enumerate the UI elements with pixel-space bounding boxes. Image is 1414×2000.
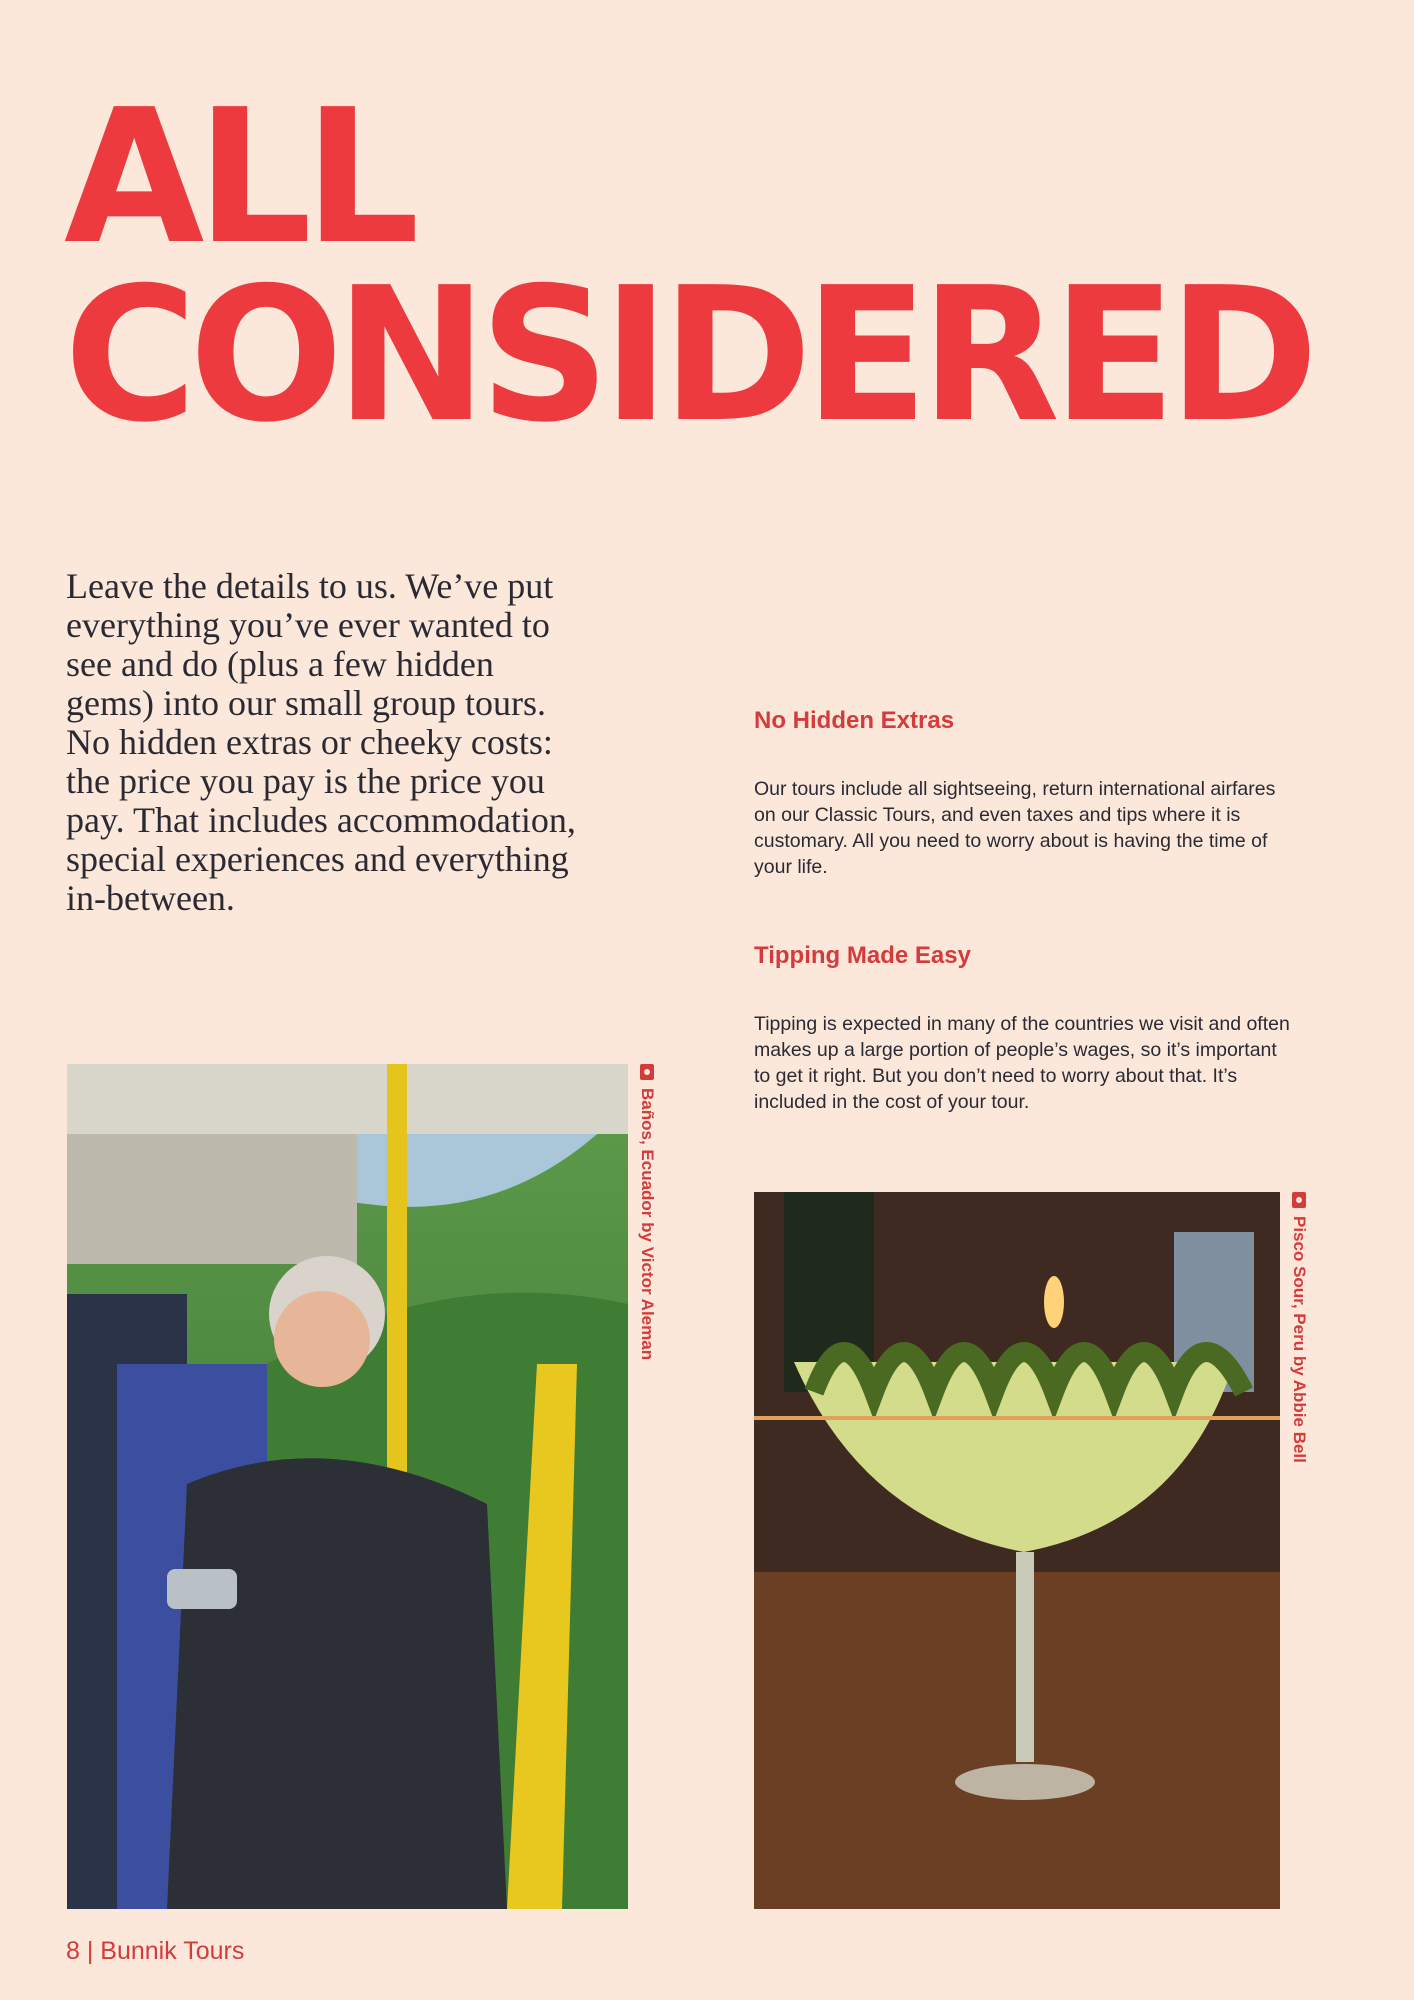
photo-banos-ecuador xyxy=(67,1064,628,1909)
section-heading-tipping-made-easy: Tipping Made Easy xyxy=(754,942,971,969)
title-line-1: ALL xyxy=(64,69,412,285)
title-line-2: CONSIDERED xyxy=(64,247,1311,463)
section-body-tipping-made-easy: Tipping is expected in many of the countries we visit and often makes up a large portion of people’s wages, so it’s important to get it right. But you don’t need to worry about that. It’s included in the cost of your tour. xyxy=(754,1013,1290,1113)
page-footer: 8 | Bunnik Tours xyxy=(66,1937,245,1965)
photo-pisco-sour-peru xyxy=(754,1192,1280,1909)
photo-caption-banos: Baños, Ecuador by Victor Aleman xyxy=(637,1064,657,1360)
photo-caption-pisco-sour: Pisco Sour, Peru by Abbie Bell xyxy=(1289,1192,1309,1463)
intro-paragraph: Leave the details to us. We’ve put everything you’ve ever wanted to see and do (plus a few hidden gems) into our small group tours. No hidden extras or cheeky costs: the price you pay is the price you pay. That includes accommodation, special experiences and everything in-between. xyxy=(66,566,576,918)
page-title xyxy=(64,69,1311,463)
section-heading-no-hidden-extras: No Hidden Extras xyxy=(754,707,955,734)
camera-icon xyxy=(640,1064,654,1080)
camera-icon xyxy=(1292,1192,1306,1208)
section-body-no-hidden-extras: Our tours include all sightseeing, return international airfares on our Classic Tours, and even taxes and tips where it is customary. All you need to worry about is having the time of your life. xyxy=(754,778,1276,878)
